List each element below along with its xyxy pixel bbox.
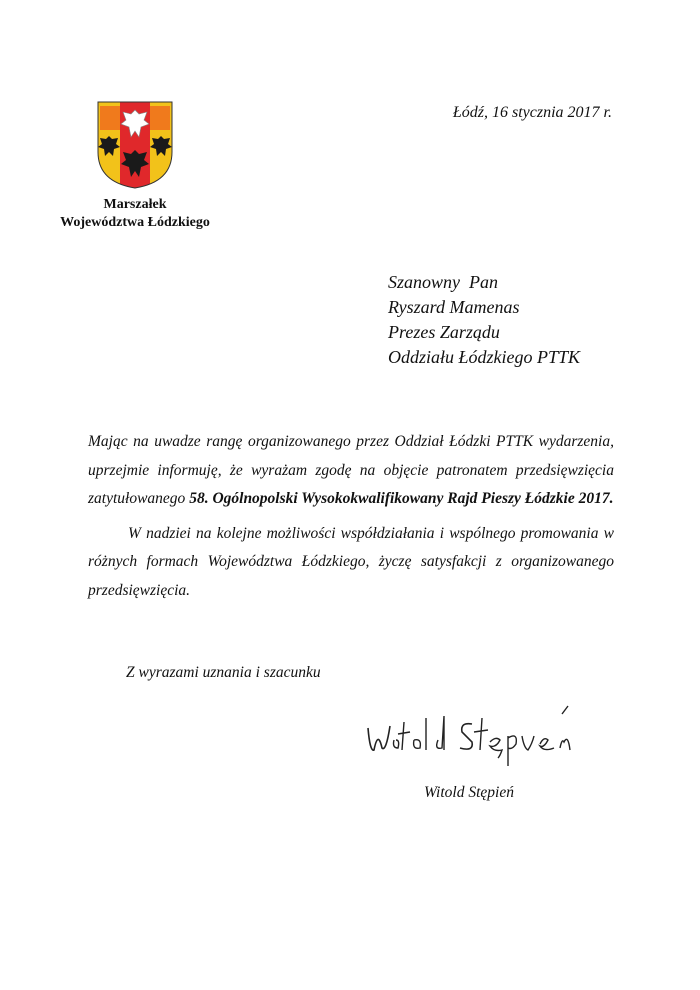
paragraph-2: W nadziei na kolejne możliwości współdziałania i wspólnego promowania w różnych formach Województwa Łódzkiego, życzę satysfakcji z organizowanego przedsięwzięcia.: [88, 524, 614, 599]
event-name: 58. Ogólnopolski Wysokokwalifikowany Rajd Pieszy Łódzkie 2017.: [189, 490, 614, 507]
addressee-block: [388, 270, 580, 370]
addressee-position: Prezes Zarządu: [388, 322, 500, 342]
paragraph-1: [88, 428, 614, 514]
paragraph-1-text: Mając na uwadze rangę organizowanego przez Oddział Łódzki PTTK wydarzenia, uprzejmie informuję, że wyrażam zgodę na objęcie patronatem przedsięwzięcia zatytułowanego: [88, 433, 614, 507]
office-region: Województwa Łódzkiego: [60, 215, 210, 230]
letter-date: Łódź, 16 stycznia 2017 r.: [452, 104, 612, 121]
closing-phrase: Z wyrazami uznania i szacunku: [126, 664, 321, 681]
handwritten-signature: [364, 700, 584, 770]
addressee-organization: Oddziału Łódzkiego PTTK: [388, 347, 581, 367]
signer-name: Witold Stępień: [424, 784, 514, 801]
coat-of-arms-icon: [96, 100, 174, 190]
sender-office: [40, 196, 230, 232]
office-title: Marszałek: [103, 197, 167, 212]
addressee-name: Ryszard Mamenas: [388, 297, 520, 317]
letter-body: [88, 428, 614, 605]
addressee-salutation: Szanowny Pan: [388, 272, 498, 292]
